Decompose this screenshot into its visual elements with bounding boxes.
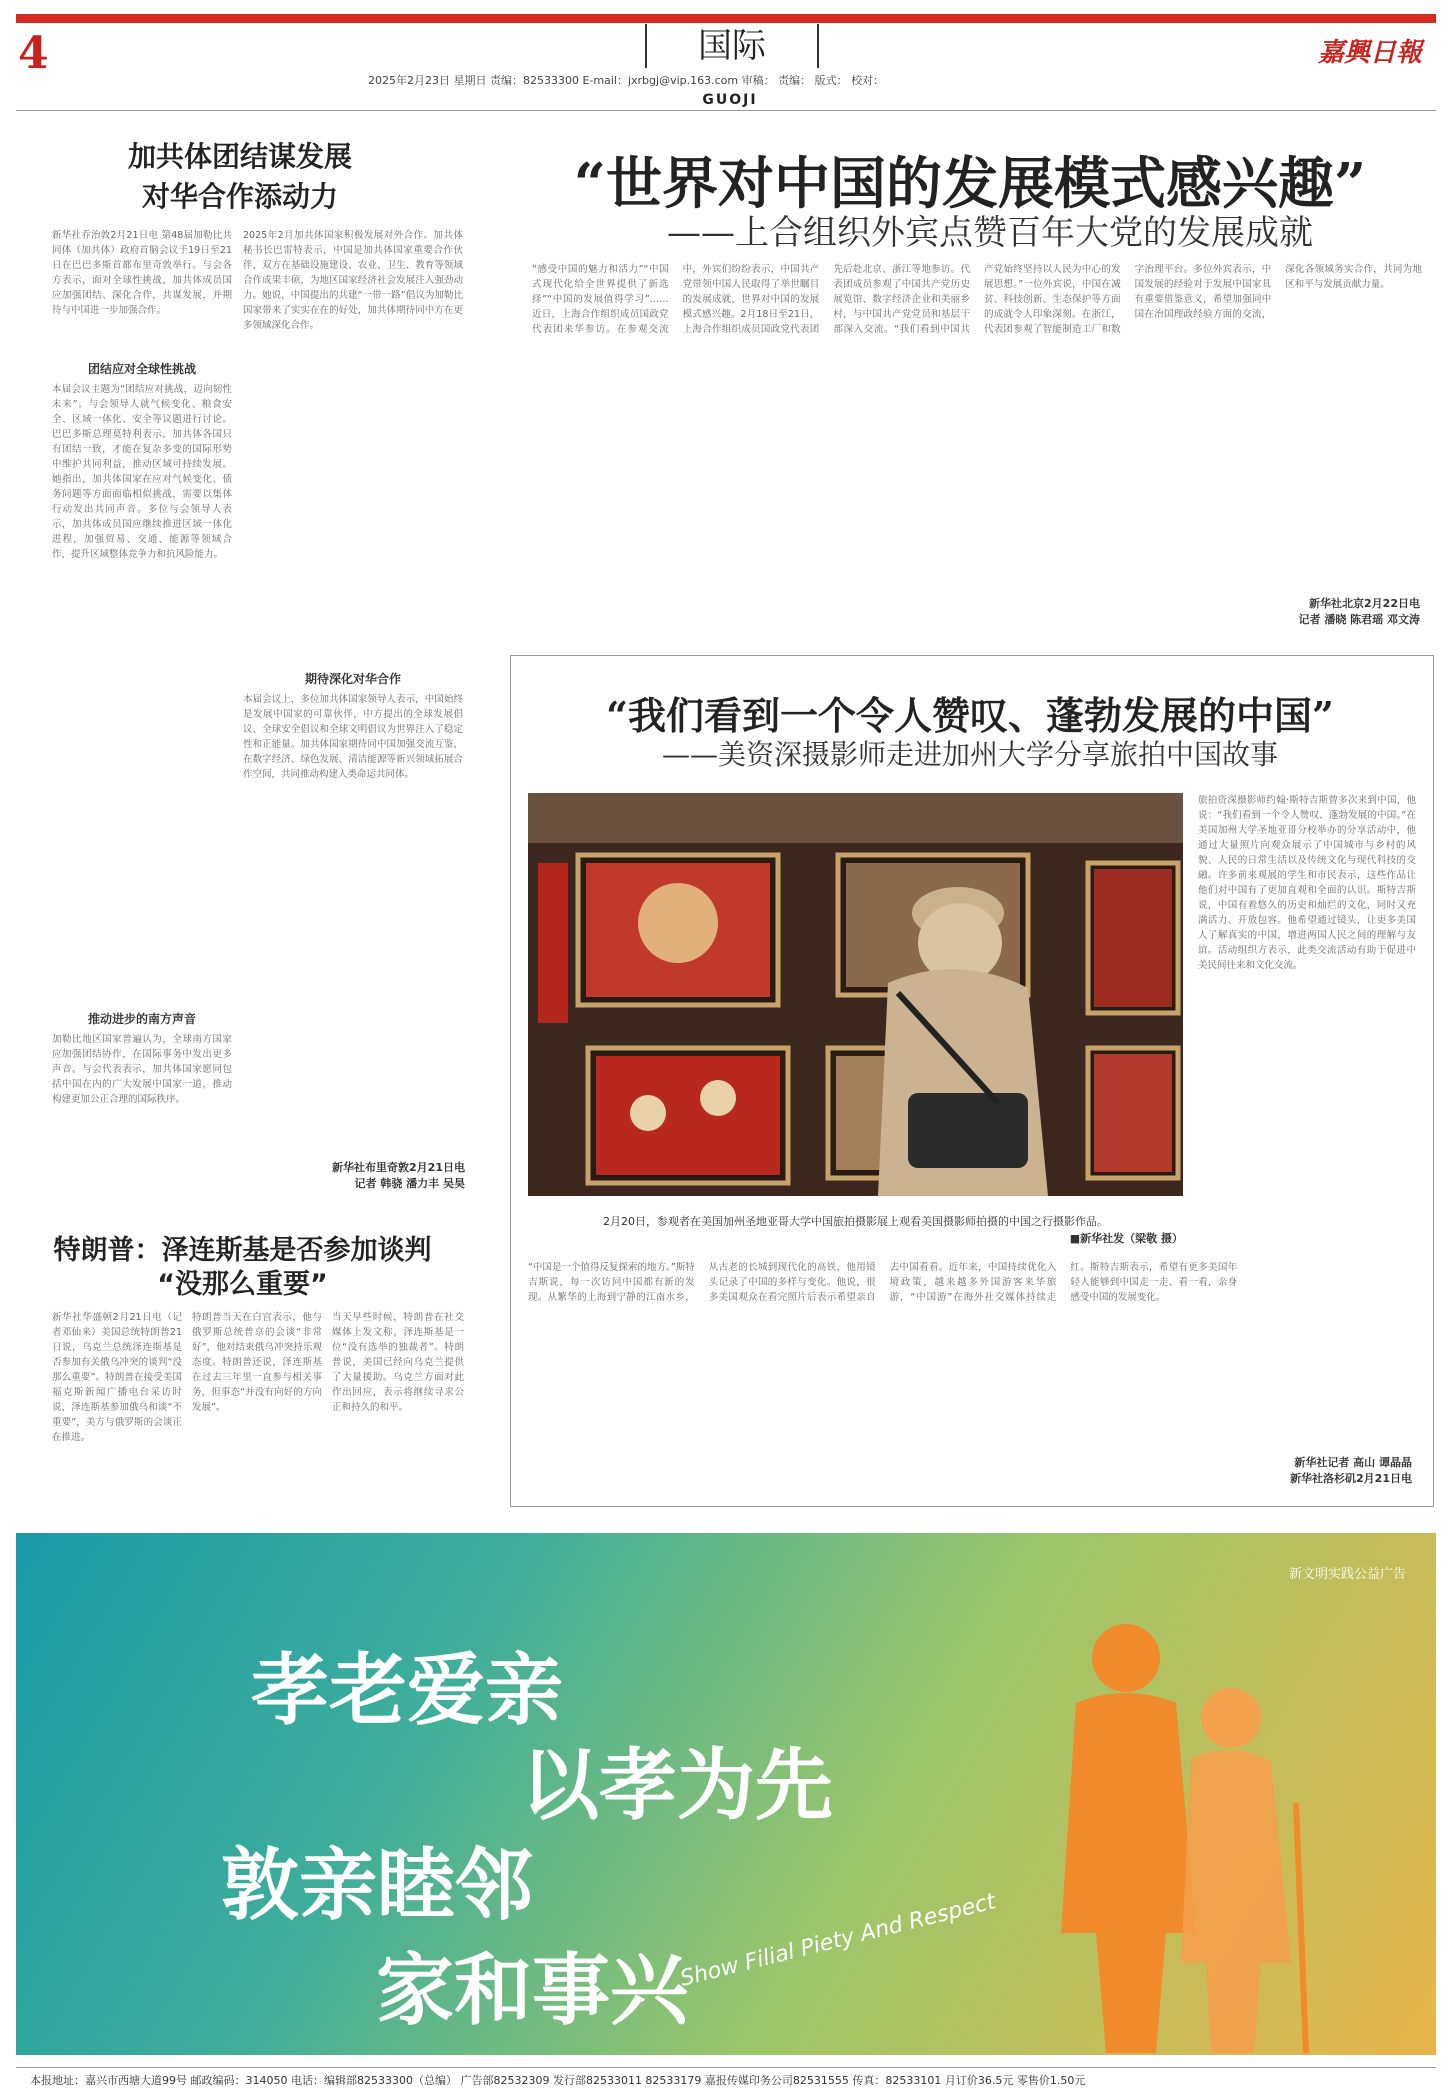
public-service-ad [16, 1533, 1436, 2055]
photo-caption-text: 2月20日，参观者在美国加州圣地亚哥大学中国旅拍摄影展上观看美国摄影师拍摄的中国之行摄影作品。 [603, 1215, 1108, 1228]
footer-divider [16, 2067, 1436, 2068]
family-silhouette-illustration [1016, 1603, 1316, 2053]
footer-info: 本报地址：嘉兴市西塘大道99号 邮政编码：314050 电话：编辑部82533300（总编） 广告部82532309 发行部82533011 82533179 嘉报传媒印务公司82531555 传真：82533101 月订价36.5元 零售价1.50元 [30, 2074, 1086, 2087]
ad-line2: 以孝为先 [521, 1740, 834, 1831]
main-article-title: “世界对中国的发展模式感兴趣” [573, 151, 1367, 217]
top-red-bar [16, 14, 1436, 23]
boxed-article-subtitle: ——美资深摄影师走进加州大学分享旅拍中国故事 [661, 738, 1278, 771]
dateline: 2025年2月23日 星期日 责编：82533300 E-mail：jxrbgj@vip.163.com 审稿： 责编： 版式： 校对： [368, 74, 885, 87]
photo-credit: ■新华社发（梁敬 摄） [1069, 1232, 1183, 1245]
newspaper-logo: 嘉興日報 [1318, 38, 1423, 68]
ad-english-slogan: Show Filial Piety And Respect [677, 1889, 999, 1992]
article-left1-title-line1: 加共体团结谋发展 [127, 140, 352, 173]
photo-caption [528, 1213, 1183, 1247]
main-article-subtitle: ——上合组织外宾点赞百年大党的发展成就 [667, 213, 1313, 253]
article-left1-col2-b: 本届会议上，多位加共体国家领导人表示，中国始终是发展中国家的可靠伙伴，中方提出的全球发展倡议、全球安全倡议和全球文明倡议为世界注入了稳定性和正能量。加共体国家期待同中国加强交流互鉴，在数字经济、绿色发展、清洁能源等新兴领域拓展合作空间，共同推动构建人类命运共同体。 [243, 694, 463, 780]
article-left1-col1: 新华社乔治敦2月21日电 第48届加勒比共同体（加共体）政府首脑会议于19日至21日在巴巴多斯首都布里奇敦举行。与会各方表示，面对全球性挑战，加共体成员国应加强团结、深化合作，共谋发展，并期待与中国进一步加强合作。 [52, 230, 232, 316]
article-left2-col2: 特朗普当天在白宫表示，他与俄罗斯总统普京的会谈“非常好”，他对结束俄乌冲突持乐观态度。特朗普还说，泽连斯基在过去三年里一直参与相关事务，但事态“并没有向好的方向发展”。 [192, 1312, 322, 1413]
article-left2-title-line1: 特朗普：泽连斯基是否参加谈判 [53, 1235, 432, 1266]
masthead-divider [16, 110, 1436, 111]
article-left1-subhead1: 团结应对全球性挑战 [87, 362, 196, 376]
boxed-article-byline: 新华社记者 高山 谭晶晶 新华社洛杉矶2月21日电 [1290, 1456, 1412, 1485]
section-title: 国际 [645, 24, 819, 68]
article-left2-title-line2: “没那么重要” [157, 1269, 328, 1300]
ad-line3: 敦亲睦邻 [221, 1840, 534, 1931]
article-left1-byline: 新华社布里奇敦2月21日电 记者 韩骁 潘力丰 吴昊 [332, 1161, 465, 1190]
article-left1-title-line2: 对华合作添动力 [141, 180, 338, 213]
ad-line1: 孝老爱亲 [251, 1645, 564, 1736]
exhibition-photo-illustration [528, 793, 1183, 1196]
ad-line4: 家和事兴 [376, 1945, 689, 2036]
article-left2-col1: 新华社华盛顿2月21日电（记者邓仙来）美国总统特朗普21日说，乌克兰总统泽连斯基是否参加有关俄乌冲突的谈判“没那么重要”。特朗普在接受美国福克斯新闻广播电台采访时说，泽连斯基参加俄乌和谈“不重要”，美方与俄罗斯的会谈正在推进。 [52, 1312, 182, 1443]
boxed-article-title: “我们看到一个令人赞叹、蓬勃发展的中国” [606, 693, 1334, 738]
main-article-body: “感受中国的魅力和活力”“中国式现代化给全世界提供了新选择”“中国的发展值得学习”……近日，上海合作组织成员国政党代表团来华参访。在参观交流中，外宾们纷纷表示，中国共产党带领中国人民取得了举世瞩目的发展成就，世界对中国的发展模式感兴趣。2月18日至21日，上海合作组织成员国政党代表团先后赴北京、浙江等地参访。代表团成员参观了中国共产党历史展览馆、数字经济企业和美丽乡村，与中国共产党党员和基层干部深入交流。“我们看到中国共产党始终坚持以人民为中心的发展思想。”一位外宾说，中国在减贫、科技创新、生态保护等方面的成就令人印象深刻。在浙江，代表团参观了智能制造工厂和数字治理平台。多位外宾表示，中国发展的经验对于发展中国家具有重要借鉴意义，希望加强同中国在治国理政经验方面的交流，深化各领域务实合作，共同为地区和平与发展贡献力量。 [532, 264, 1422, 335]
boxed-article-body-right: 旅拍资深摄影师约翰·斯特吉斯曾多次来到中国，他说：“我们看到一个令人赞叹、蓬勃发展的中国。”在美国加州大学圣地亚哥分校举办的分享活动中，他通过大量照片向观众展示了中国城市与乡村的风貌、人民的日常生活以及传统文化与现代科技的交融。许多前来观展的学生和市民表示，这些作品让他们对中国有了更加直观和全面的认识。斯特吉斯说，中国有着悠久的历史和灿烂的文化，同时又充满活力、开放包容。他希望通过镜头，让更多美国人了解真实的中国，增进两国人民之间的理解与友谊。活动组织方表示，此类交流活动有助于促进中美民间往来和文化交流。 [1198, 795, 1416, 971]
main-article-byline: 新华社北京2月22日电 记者 潘晓 陈君瑶 邓文涛 [1298, 597, 1420, 626]
article-left1-col2: 2025年2月加共体国家积极发展对外合作。加共体秘书长巴雷特表示，中国是加共体国家重要合作伙伴，双方在基础设施建设、农业、卫生、教育等领域合作成果丰硕，为地区国家经济社会发展注入强劲动力。她说，中国提出的共建“一带一路”倡议为加勒比国家带来了实实在在的好处，加共体期待同中方在更多领域深化合作。 [243, 230, 463, 331]
exhibition-photo [528, 793, 1183, 1196]
article-left1-col1-c: 加勒比地区国家普遍认为，全球南方国家应加强团结协作，在国际事务中发出更多声音。与会代表表示，加共体国家愿同包括中国在内的广大发展中国家一道，推动构建更加公正合理的国际秩序。 [52, 1034, 232, 1105]
page-number: 4 [18, 28, 49, 79]
boxed-article-body-bottom: “中国是一个值得反复探索的地方。”斯特吉斯说，每一次访问中国都有新的发现。从繁华的上海到宁静的江南水乡，从古老的长城到现代化的高铁，他用镜头记录了中国的多样与变化。他说，很多美国观众在看完照片后表示希望亲自去中国看看。近年来，中国持续优化入境政策，越来越多外国游客来华旅游，“中国游”在海外社交媒体持续走红。斯特吉斯表示，希望有更多美国年轻人能够到中国走一走、看一看，亲身感受中国的发展变化。 [528, 1262, 1238, 1303]
section-pinyin: GUOJI [702, 92, 758, 108]
article-left1-col1-b: 本届会议主题为“团结应对挑战，迈向韧性未来”。与会领导人就气候变化、粮食安全、区域一体化、安全等议题进行讨论。巴巴多斯总理莫特利表示，加共体各国只有团结一致，才能在复杂多变的国际形势中维护共同利益，推动区域可持续发展。她指出，加共体国家在应对气候变化、债务问题等方面面临相似挑战，需要以集体行动发出共同声音。多位与会领导人表示，加共体成员国应继续推进区域一体化进程，加强贸易、交通、能源等领域合作，提升区域整体竞争力和抗风险能力。 [52, 384, 232, 560]
article-left1-subhead2: 推动进步的南方声音 [87, 1012, 196, 1026]
article-left1-subhead3: 期待深化对华合作 [304, 672, 401, 686]
article-left2-col3: 当天早些时候，特朗普在社交媒体上发文称，泽连斯基是一位“没有选举的独裁者”。特朗普说，美国已经向乌克兰提供了大量援助。乌克兰方面对此作出回应，表示将继续寻求公正和持久的和平。 [332, 1312, 464, 1413]
ad-organization: 新文明实践公益广告 [1288, 1567, 1406, 1582]
